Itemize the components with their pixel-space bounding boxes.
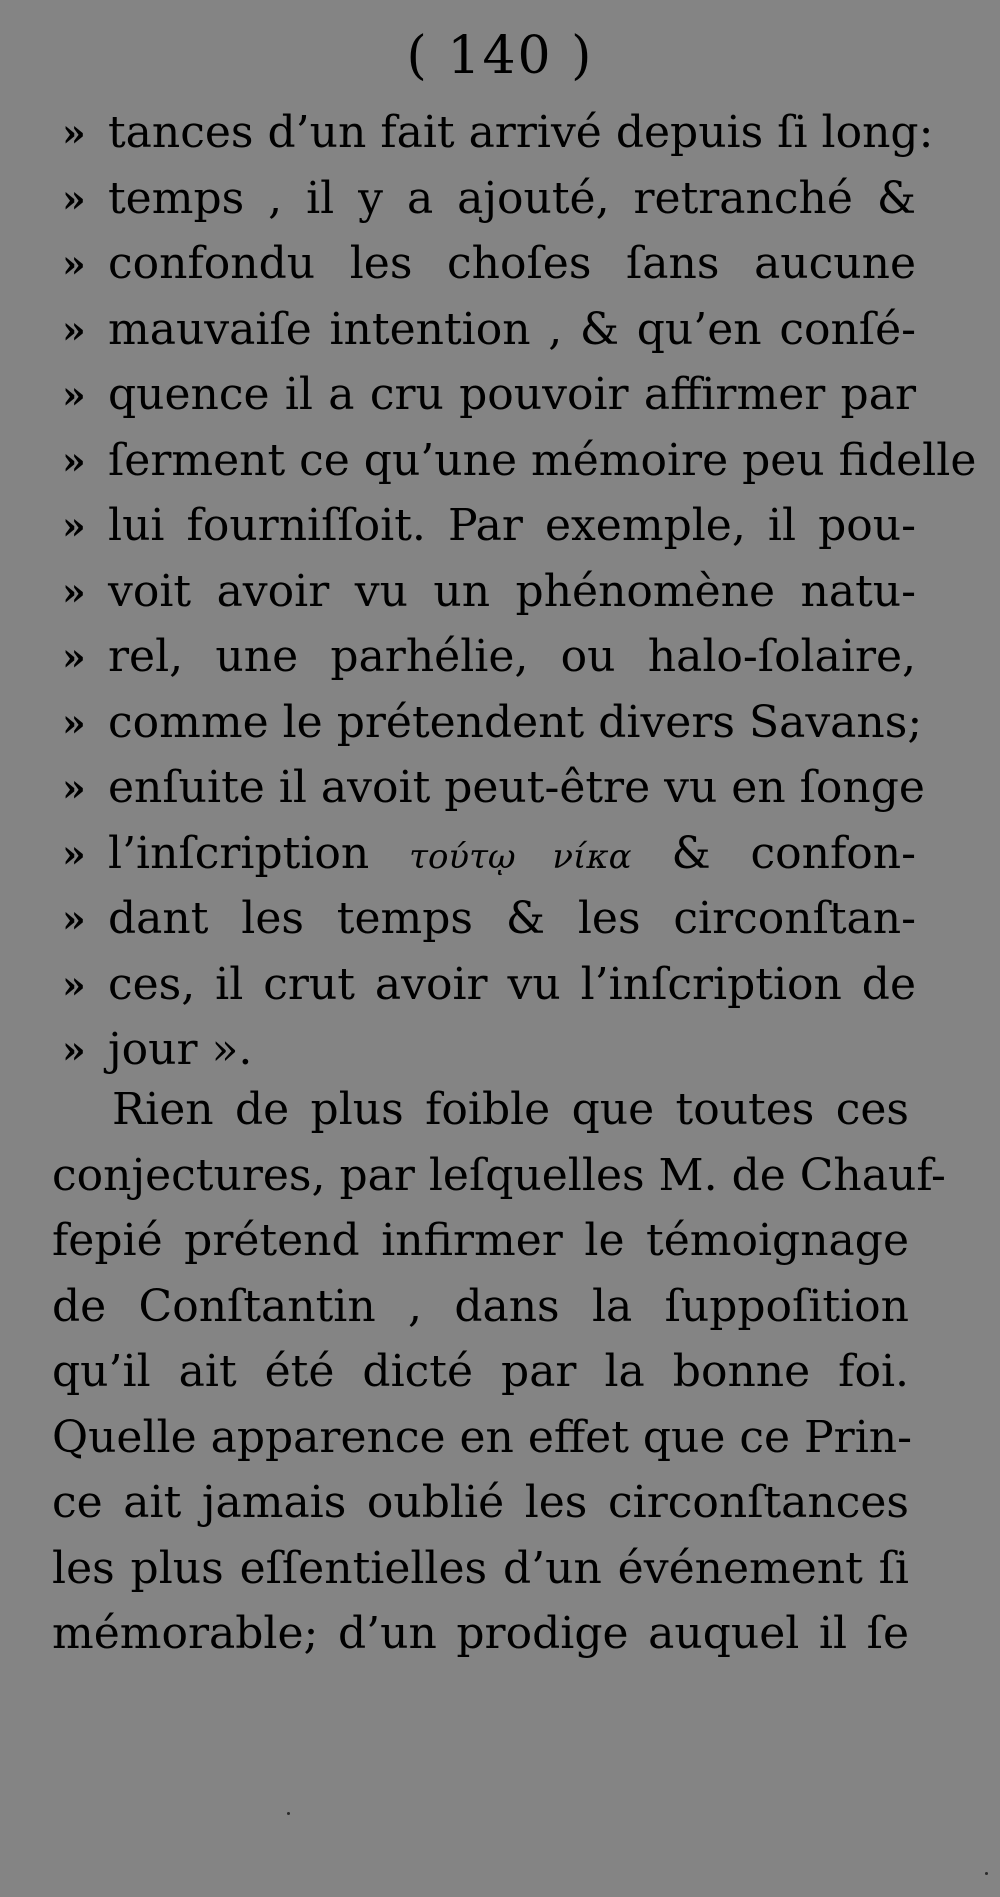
paper-speck — [985, 1872, 988, 1875]
page-number: ( 140 ) — [406, 26, 594, 86]
paragraph-line — [0, 1405, 1000, 1471]
quoted-line-text: enſuite il avoit peut-être vu en ſonge — [108, 762, 925, 813]
quoted-line-text: jour ». — [108, 1024, 253, 1075]
quoted-line — [0, 297, 1000, 363]
quote-mark: » — [62, 831, 86, 876]
quoted-line-text — [108, 821, 916, 890]
paragraph-line-text: Quelle apparence en effet que ce Prin- — [52, 1412, 912, 1463]
quoted-line — [0, 428, 1000, 494]
paragraph-line — [0, 1536, 1000, 1602]
quoted-line — [0, 821, 1000, 887]
paragraph-line — [0, 1208, 1000, 1274]
line-ending: & confon- — [671, 828, 916, 879]
quote-mark: » — [62, 700, 86, 745]
quoted-line-text: tances d’un fait arrivé depuis ſi long: — [108, 107, 934, 158]
quoted-line — [0, 755, 1000, 821]
quoted-line-text: quence il a cru pouvoir affirmer par — [108, 369, 916, 420]
quoted-line — [0, 690, 1000, 756]
quote-mark: » — [62, 765, 86, 810]
quoted-line-text: ces, il crut avoir vu l’inſcription de — [108, 959, 916, 1010]
quoted-line — [0, 493, 1000, 559]
quoted-line-text: dant les temps & les circonſtan- — [108, 893, 916, 944]
quote-mark: » — [62, 241, 86, 286]
quoted-line — [0, 886, 1000, 952]
quote-mark: » — [62, 569, 86, 614]
quote-mark: » — [62, 503, 86, 548]
inscription-word: l’inſcription — [108, 828, 370, 879]
paragraph-line-text: fepié prétend infirmer le témoignage — [52, 1215, 909, 1266]
quote-mark: » — [62, 372, 86, 417]
quoted-line-text: ſerment ce qu’une mémoire peu fidelle — [108, 435, 977, 486]
quoted-line-text: rel, une parhélie, ou halo-ſolaire, — [108, 631, 916, 682]
quote-mark: » — [62, 896, 86, 941]
quoted-line — [0, 166, 1000, 232]
paragraph-line — [0, 1143, 1000, 1209]
paragraph-line — [0, 1077, 1000, 1143]
quote-mark: » — [62, 1027, 86, 1072]
quoted-line-text: voit avoir vu un phénomène natu- — [108, 566, 916, 617]
quoted-line — [0, 624, 1000, 690]
quoted-line-text: comme le prétendent divers Savans; — [108, 697, 923, 748]
paragraph-line-text: ce ait jamais oublié les circonſtances — [52, 1477, 909, 1528]
paper-speck — [287, 1812, 290, 1815]
greek-inscription: τούτῳ νίκα — [409, 837, 632, 877]
paragraph-line-text: conjectures, par leſquelles M. de Chauf- — [52, 1150, 946, 1201]
paragraph-line-text: mémorable; d’un prodige auquel il ſe — [52, 1608, 909, 1659]
quoted-line-text: confondu les choſes ſans aucune — [108, 238, 916, 289]
quote-mark: » — [62, 438, 86, 483]
quote-mark: » — [62, 962, 86, 1007]
paragraph-line-text: Rien de plus foible que toutes ces — [112, 1084, 909, 1135]
quoted-line — [0, 1017, 1000, 1083]
quoted-line-text: mauvaiſe intention , & qu’en conſé- — [108, 304, 916, 355]
quoted-line — [0, 231, 1000, 297]
quote-mark: » — [62, 110, 86, 155]
quote-mark: » — [62, 634, 86, 679]
paragraph-line — [0, 1470, 1000, 1536]
paragraph-line-text: de Conſtantin , dans la ſuppoſition — [52, 1281, 909, 1332]
paragraph-line — [0, 1601, 1000, 1667]
quoted-line-text: lui fourniſſoit. Par exemple, il pou- — [108, 500, 916, 551]
quoted-line — [0, 362, 1000, 428]
quoted-line — [0, 952, 1000, 1018]
paragraph-line-text: les plus eſſentielles d’un événement ſi — [52, 1543, 909, 1594]
paragraph-line-text: qu’il ait été dicté par la bonne foi. — [52, 1346, 909, 1397]
quote-mark: » — [62, 176, 86, 221]
paragraph-line — [0, 1274, 1000, 1340]
quoted-line-text: temps , il y a ajouté, retranché & — [108, 173, 916, 224]
quoted-line — [0, 559, 1000, 625]
paragraph-line — [0, 1339, 1000, 1405]
quoted-line — [0, 100, 1000, 166]
quote-mark: » — [62, 307, 86, 352]
